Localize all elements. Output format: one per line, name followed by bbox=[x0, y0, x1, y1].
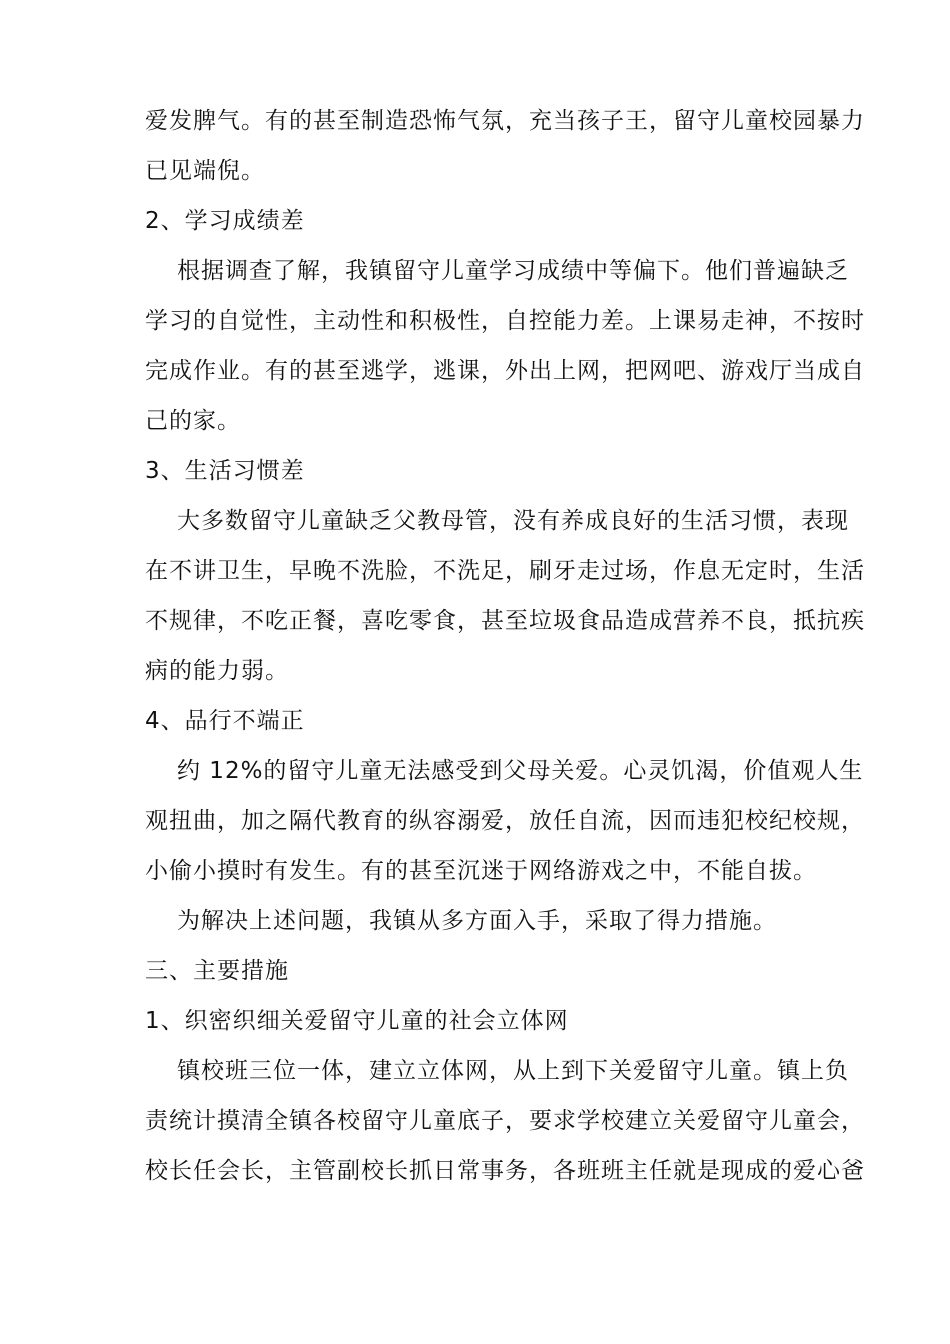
paragraph-line: 爱发脾气。有的甚至制造恐怖气氛，充当孩子王，留守儿童校园暴力 bbox=[145, 108, 865, 134]
subsection-heading: 1、织密织细关爱留守儿童的社会立体网 bbox=[145, 1008, 569, 1034]
paragraph-line: 责统计摸清全镇各校留守儿童底子，要求学校建立关爱留守儿童会， bbox=[145, 1108, 865, 1134]
paragraph-line: 小偷小摸时有发生。有的甚至沉迷于网络游戏之中，不能自拔。 bbox=[145, 858, 817, 884]
paragraph-line: 病的能力弱。 bbox=[145, 658, 289, 684]
paragraph-line: 不规律，不吃正餐，喜吃零食，甚至垃圾食品造成营养不良，抵抗疾 bbox=[145, 608, 865, 634]
paragraph-line: 已见端倪。 bbox=[145, 158, 265, 184]
paragraph-line: 大多数留守儿童缺乏父教母管，没有养成良好的生活习惯，表现 bbox=[177, 508, 849, 534]
paragraph-line: 学习的自觉性，主动性和积极性，自控能力差。上课易走神，不按时 bbox=[145, 308, 865, 334]
paragraph-line: 在不讲卫生，早晚不洗脸，不洗足，刷牙走过场，作息无定时，生活 bbox=[145, 558, 865, 584]
paragraph-line: 校长任会长，主管副校长抓日常事务，各班班主任就是现成的爱心爸 bbox=[145, 1158, 865, 1184]
paragraph-line: 己的家。 bbox=[145, 408, 241, 434]
section-heading: 3、生活习惯差 bbox=[145, 458, 305, 484]
paragraph-line: 根据调查了解，我镇留守儿童学习成绩中等偏下。他们普遍缺乏 bbox=[177, 258, 849, 284]
paragraph-line: 镇校班三位一体，建立立体网，从上到下关爱留守儿童。镇上负 bbox=[177, 1058, 849, 1084]
paragraph-line: 完成作业。有的甚至逃学，逃课，外出上网，把网吧、游戏厅当成自 bbox=[145, 358, 865, 384]
section-heading: 2、学习成绩差 bbox=[145, 208, 305, 234]
paragraph-line: 观扭曲，加之隔代教育的纵容溺爱，放任自流，因而违犯校纪校规， bbox=[145, 808, 865, 834]
section-heading: 4、品行不端正 bbox=[145, 708, 305, 734]
paragraph-line: 约 12%的留守儿童无法感受到父母关爱。心灵饥渴，价值观人生 bbox=[177, 758, 864, 784]
section-heading: 三、主要措施 bbox=[145, 958, 289, 984]
paragraph-line: 为解决上述问题，我镇从多方面入手，采取了得力措施。 bbox=[177, 908, 777, 934]
